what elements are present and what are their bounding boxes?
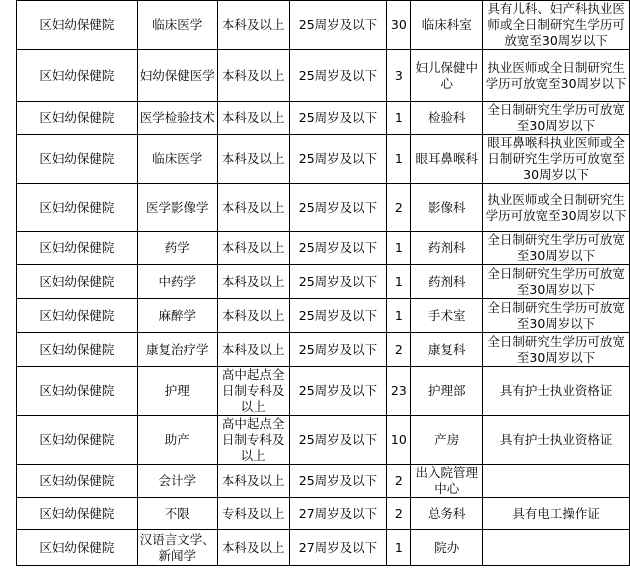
major-cell: 不限 <box>137 498 217 530</box>
education-cell: 本科及以上 <box>217 102 289 135</box>
count-cell: 2 <box>387 498 411 530</box>
education-cell: 本科及以上 <box>217 265 289 299</box>
age-cell: 25周岁及以下 <box>289 416 387 465</box>
requirement-cell: 执业医师或全日制研究生学历可放宽至30周岁以下 <box>483 184 630 232</box>
table-row <box>17 465 630 498</box>
table-row <box>17 265 630 299</box>
education-cell: 本科及以上 <box>217 299 289 333</box>
major-cell: 康复治疗学 <box>137 333 217 367</box>
unit-cell: 区妇幼保健院 <box>17 333 138 367</box>
education-cell: 本科及以上 <box>217 50 289 102</box>
table-row <box>17 498 630 530</box>
age-cell: 25周岁及以下 <box>289 265 387 299</box>
age-cell: 25周岁及以下 <box>289 184 387 232</box>
requirement-cell: 全日制研究生学历可放宽至30周岁以下 <box>483 299 630 333</box>
count-cell: 3 <box>387 50 411 102</box>
post-cell: 临床科室 <box>411 1 483 50</box>
education-cell: 高中起点全日制专科及以上 <box>217 416 289 465</box>
post-cell: 药剂科 <box>411 265 483 299</box>
age-cell: 25周岁及以下 <box>289 299 387 333</box>
table-row <box>17 530 630 566</box>
education-cell: 本科及以上 <box>217 232 289 265</box>
count-cell: 2 <box>387 184 411 232</box>
requirement-cell: 具有电工操作证 <box>483 498 630 530</box>
unit-cell: 区妇幼保健院 <box>17 416 138 465</box>
count-cell: 1 <box>387 530 411 566</box>
recruitment-table-wrapper <box>16 0 630 566</box>
major-cell: 汉语言文学、新闻学 <box>137 530 217 566</box>
unit-cell: 区妇幼保健院 <box>17 135 138 184</box>
table-row <box>17 50 630 102</box>
major-cell: 妇幼保健医学 <box>137 50 217 102</box>
major-cell: 中药学 <box>137 265 217 299</box>
unit-cell: 区妇幼保健院 <box>17 184 138 232</box>
recruitment-table <box>16 0 630 566</box>
major-cell: 助产 <box>137 416 217 465</box>
requirement-cell: 眼耳鼻喉科执业医师或全日制研究生学历可放宽至30周岁以下 <box>483 135 630 184</box>
unit-cell: 区妇幼保健院 <box>17 232 138 265</box>
requirement-cell <box>483 530 630 566</box>
education-cell: 本科及以上 <box>217 465 289 498</box>
count-cell: 1 <box>387 299 411 333</box>
post-cell: 眼耳鼻喉科 <box>411 135 483 184</box>
post-cell: 妇儿保健中心 <box>411 50 483 102</box>
table-row <box>17 102 630 135</box>
age-cell: 25周岁及以下 <box>289 135 387 184</box>
post-cell: 出入院管理中心 <box>411 465 483 498</box>
table-row <box>17 232 630 265</box>
age-cell: 27周岁及以下 <box>289 498 387 530</box>
unit-cell: 区妇幼保健院 <box>17 299 138 333</box>
requirement-cell: 具有护士执业资格证 <box>483 416 630 465</box>
age-cell: 25周岁及以下 <box>289 232 387 265</box>
post-cell: 药剂科 <box>411 232 483 265</box>
education-cell: 高中起点全日制专科及以上 <box>217 367 289 416</box>
post-cell: 护理部 <box>411 367 483 416</box>
education-cell: 本科及以上 <box>217 135 289 184</box>
table-row <box>17 135 630 184</box>
count-cell: 1 <box>387 102 411 135</box>
table-row <box>17 299 630 333</box>
count-cell: 30 <box>387 1 411 50</box>
unit-cell: 区妇幼保健院 <box>17 265 138 299</box>
left-margin <box>0 0 16 575</box>
education-cell: 本科及以上 <box>217 1 289 50</box>
age-cell: 27周岁及以下 <box>289 530 387 566</box>
education-cell: 专科及以上 <box>217 498 289 530</box>
age-cell: 25周岁及以下 <box>289 1 387 50</box>
requirement-cell: 全日制研究生学历可放宽至30周岁以下 <box>483 265 630 299</box>
requirement-cell: 全日制研究生学历可放宽至30周岁以下 <box>483 102 630 135</box>
requirement-cell: 全日制研究生学历可放宽至30周岁以下 <box>483 232 630 265</box>
age-cell: 25周岁及以下 <box>289 367 387 416</box>
count-cell: 10 <box>387 416 411 465</box>
major-cell: 医学检验技术 <box>137 102 217 135</box>
unit-cell: 区妇幼保健院 <box>17 1 138 50</box>
requirement-cell <box>483 465 630 498</box>
count-cell: 1 <box>387 265 411 299</box>
requirement-cell: 执业医师或全日制研究生学历可放宽至30周岁以下 <box>483 50 630 102</box>
major-cell: 会计学 <box>137 465 217 498</box>
table-row <box>17 416 630 465</box>
table-body <box>17 1 630 566</box>
unit-cell: 区妇幼保健院 <box>17 465 138 498</box>
table-row <box>17 333 630 367</box>
major-cell: 护理 <box>137 367 217 416</box>
post-cell: 总务科 <box>411 498 483 530</box>
count-cell: 23 <box>387 367 411 416</box>
post-cell: 影像科 <box>411 184 483 232</box>
major-cell: 临床医学 <box>137 1 217 50</box>
post-cell: 手术室 <box>411 299 483 333</box>
requirement-cell: 全日制研究生学历可放宽至30周岁以下 <box>483 333 630 367</box>
age-cell: 25周岁及以下 <box>289 333 387 367</box>
requirement-cell: 具有护士执业资格证 <box>483 367 630 416</box>
age-cell: 25周岁及以下 <box>289 102 387 135</box>
count-cell: 2 <box>387 465 411 498</box>
education-cell: 本科及以上 <box>217 184 289 232</box>
age-cell: 25周岁及以下 <box>289 50 387 102</box>
education-cell: 本科及以上 <box>217 333 289 367</box>
unit-cell: 区妇幼保健院 <box>17 50 138 102</box>
unit-cell: 区妇幼保健院 <box>17 367 138 416</box>
table-row <box>17 1 630 50</box>
post-cell: 院办 <box>411 530 483 566</box>
post-cell: 产房 <box>411 416 483 465</box>
table-row <box>17 367 630 416</box>
count-cell: 2 <box>387 333 411 367</box>
major-cell: 药学 <box>137 232 217 265</box>
unit-cell: 区妇幼保健院 <box>17 498 138 530</box>
major-cell: 麻醉学 <box>137 299 217 333</box>
count-cell: 1 <box>387 232 411 265</box>
post-cell: 检验科 <box>411 102 483 135</box>
unit-cell: 区妇幼保健院 <box>17 102 138 135</box>
count-cell: 1 <box>387 135 411 184</box>
post-cell: 康复科 <box>411 333 483 367</box>
requirement-cell: 具有儿科、妇产科执业医师或全日制研究生学历可放宽至30周岁以下 <box>483 1 630 50</box>
major-cell: 医学影像学 <box>137 184 217 232</box>
major-cell: 临床医学 <box>137 135 217 184</box>
age-cell: 25周岁及以下 <box>289 465 387 498</box>
table-row <box>17 184 630 232</box>
education-cell: 本科及以上 <box>217 530 289 566</box>
unit-cell: 区妇幼保健院 <box>17 530 138 566</box>
